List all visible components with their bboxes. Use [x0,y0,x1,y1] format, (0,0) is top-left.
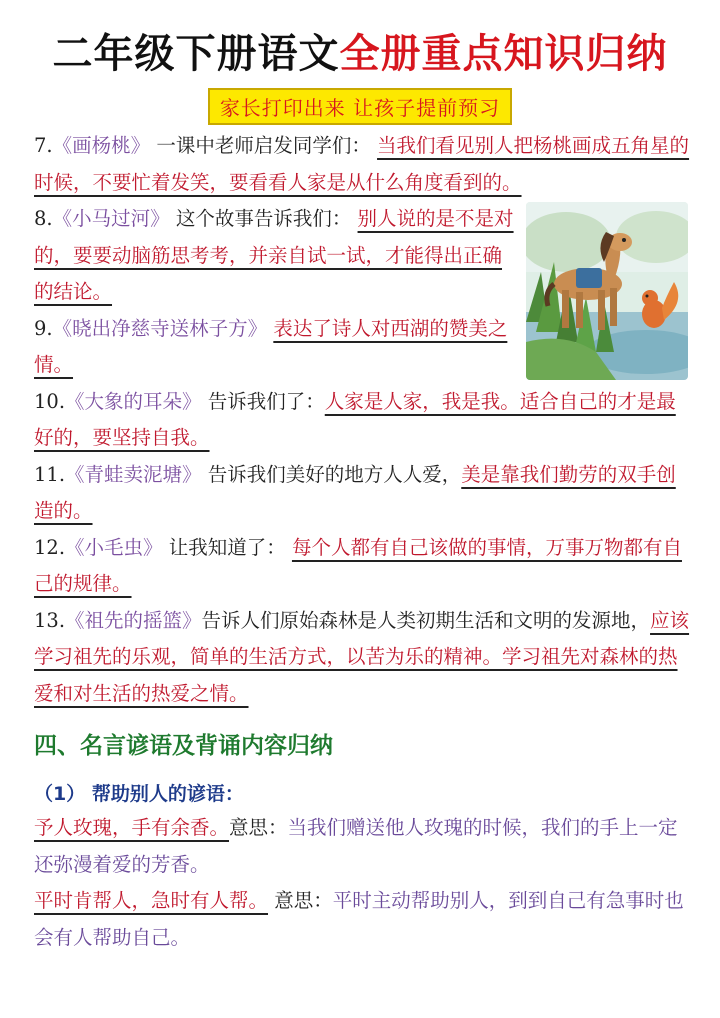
item-number: 9. [34,316,53,340]
item-answer: 美是靠我们勤劳的双手创造的。 [34,462,676,522]
idiom-meaning: 当我们赠送他人玫瑰的时候，我们的手上一定还弥漫着爱的芳香。 [34,816,678,876]
item-12 [34,530,690,603]
lesson-title: 《祖先的摇篮》 [65,608,202,632]
item-intro: 告诉我们美好的地方人人爱， [207,462,462,486]
meaning-label: 意思： [229,816,288,839]
item-answer: 人家是人家，我是我。适合自己的才是最好的，要坚持自我。 [34,389,676,449]
title-black-part: 二年级下册语文 [52,31,340,77]
idiom-1 [34,810,690,883]
item-answer: 当我们看见别人把杨桃画成五角星的时候，不要忙着发笑，要看看人家是从什么角度看到的。 [34,134,690,194]
item-number: 10. [34,389,66,413]
item-answer: 表达了诗人对西湖的赞美之情。 [34,316,508,376]
content-area [34,128,690,956]
lesson-title: 《大象的耳朵》 [65,389,202,413]
item-10 [34,384,690,457]
item-intro: 告诉人们原始森林是人类初期生活和文明的发源地， [201,608,651,632]
title-red-part: 全册重点知识归纳 [339,31,668,77]
item-answer: 应该学习祖先的乐观，简单的生活方式，以苦为乐的精神。学习祖先对森林的热爱和对生活的热爱之情。 [34,608,690,705]
idiom-2 [34,883,690,956]
lesson-title: 《小马过河》 [52,207,170,230]
item-number: 7. [34,134,53,157]
item-number: 13. [34,608,66,632]
item-13 [34,603,690,713]
item-intro: 让我知道了： [168,535,286,559]
page-title [0,22,720,79]
idiom-phrase: 平时肯帮人，急时有人帮。 [34,889,269,912]
item-intro: 告诉我们了： [207,389,325,413]
idiom-meaning: 平时主动帮助别人，到到自己有急事时也会有人帮助自己。 [34,889,684,949]
lesson-title: 《青蛙卖泥塘》 [65,462,202,486]
idiom-phrase: 予人玫瑰，手有余香。 [34,816,230,839]
item-answer: 别人说的是不是对的，要要动脑筋思考考，并亲自试一试，才能得出正确的结论。 [34,207,514,303]
item-intro: 一课中老师启发同学们： [156,134,371,157]
lesson-title: 《画杨桃》 [52,134,151,157]
item-number: 11. [34,462,66,486]
section-heading: 四、名言谚语及背诵内容归纳 [34,733,333,759]
item-8 [34,201,514,311]
item-9 [34,311,514,384]
meaning-label: 意思： [274,889,333,912]
lesson-title: 《晓出净慈寺送林子方》 [52,316,268,340]
item-number: 8. [34,207,53,230]
item-intro: 这个故事告诉我们： [175,207,352,230]
subtitle-banner: 家长打印出来 让孩子提前预习 [208,88,512,125]
item-number: 12. [34,535,66,559]
item-7 [34,128,690,201]
item-answer: 每个人都有自己该做的事情，万事万物都有自己的规律。 [34,535,682,595]
lesson-title: 《小毛虫》 [65,535,163,559]
item-11 [34,457,690,530]
subsection-heading: （1） 帮助别人的谚语： [34,783,244,805]
